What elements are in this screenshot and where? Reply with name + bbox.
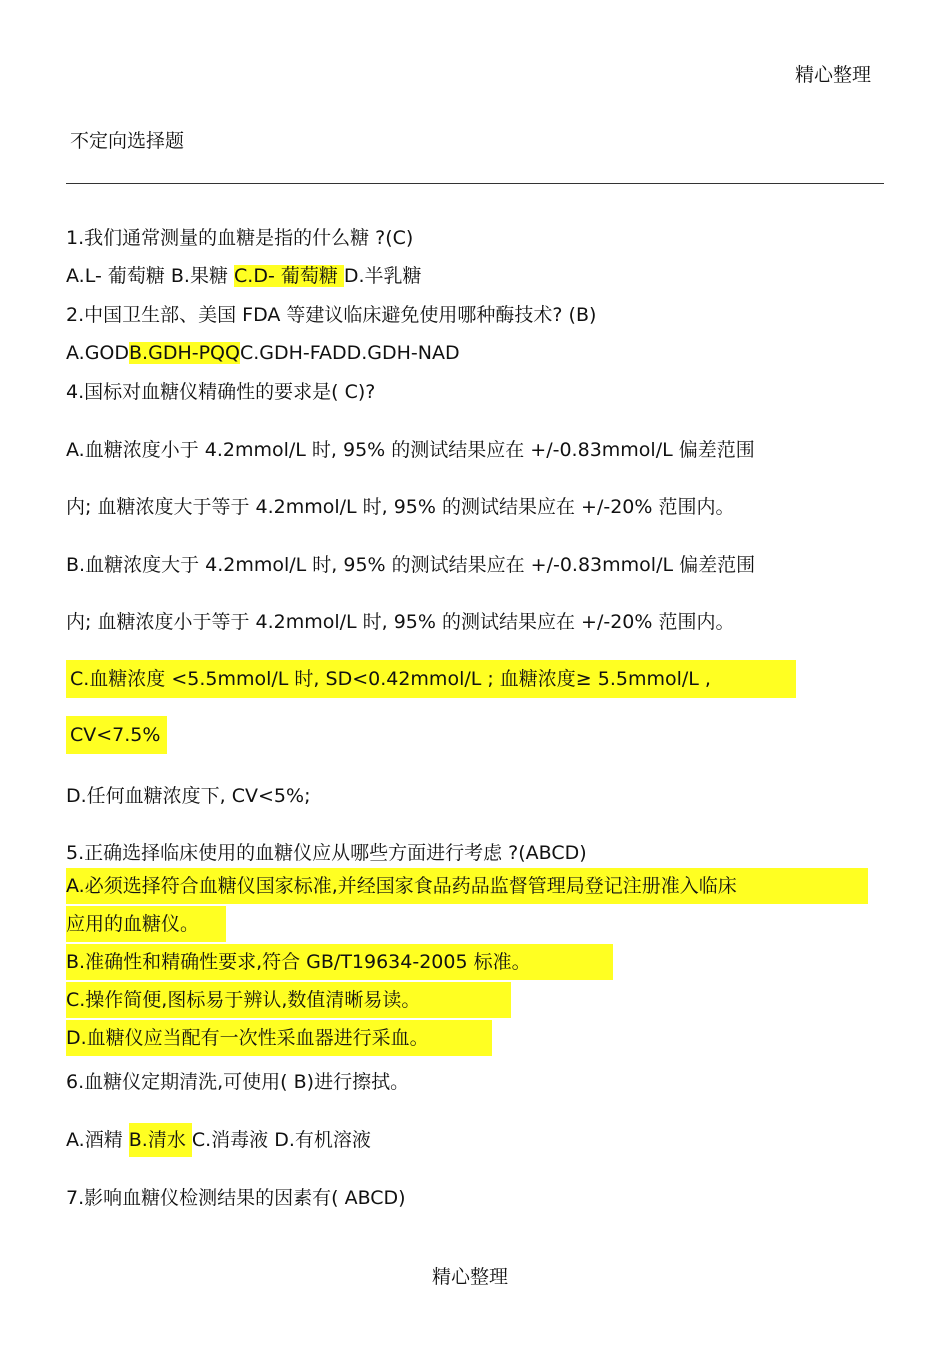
section-title: 不定向选择题 — [70, 130, 185, 152]
question-5: 5.正确选择临床使用的血糖仪应从哪些方面进行考虑 ?(ABCD) — [66, 842, 587, 864]
header-right: 精心整理 — [795, 64, 872, 86]
q4-option-b-line2: 内; 血糖浓度小于等于 4.2mmol/L 时, 95% 的测试结果应在 +/-20% 范围内。 — [66, 611, 735, 633]
q5-option-a-answer-line1: A.必须选择符合血糖仪国家标准,并经国家食品药品监督管理局登记注册准入临床 — [66, 868, 868, 904]
question-6: 6.血糖仪定期清洗,可使用( B)进行擦拭。 — [66, 1071, 410, 1093]
question-1-options — [66, 263, 422, 289]
option-a: A.L- 葡萄糖 — [66, 265, 171, 287]
question-6-options — [66, 1127, 371, 1153]
q4-option-a-line2: 内; 血糖浓度大于等于 4.2mmol/L 时, 95% 的测试结果应在 +/-20% 范围内。 — [66, 496, 735, 518]
q5-option-b-answer: B.准确性和精确性要求,符合 GB/T19634-2005 标准。 — [66, 944, 613, 980]
q4-option-d: D.任何血糖浓度下, CV<5%; — [66, 785, 311, 807]
option-a: A.酒精 — [66, 1129, 129, 1151]
q5-option-c-answer: C.操作简便,图标易于辨认,数值清晰易读。 — [66, 982, 511, 1018]
option-d: D.有机溶液 — [274, 1129, 371, 1151]
q4-option-b-line1: B.血糖浓度大于 4.2mmol/L 时, 95% 的测试结果应在 +/-0.83mmol/L 偏差范围 — [66, 554, 756, 576]
question-7: 7.影响血糖仪检测结果的因素有( ABCD) — [66, 1187, 406, 1209]
q4-option-c-answer-line1: C.血糖浓度 <5.5mmol/L 时, SD<0.42mmol/L ; 血糖浓度≥ 5.5mmol/L , — [66, 660, 796, 698]
question-4: 4.国标对血糖仪精确性的要求是( C)? — [66, 381, 376, 403]
question-2-options — [66, 340, 460, 366]
option-b-answer: B.GDH-PQQ — [129, 342, 240, 364]
option-cd: C.GDH-FADD.GDH-NAD — [239, 342, 460, 364]
option-c: C.消毒液 — [191, 1129, 275, 1151]
question-2: 2.中国卫生部、美国 FDA 等建议临床避免使用哪种酶技术? (B) — [66, 304, 597, 326]
q5-option-d-answer: D.血糖仪应当配有一次性采血器进行采血。 — [66, 1020, 492, 1056]
option-d: D.半乳糖 — [343, 265, 422, 287]
option-b: B.果糖 — [170, 265, 235, 287]
footer-center: 精心整理 — [432, 1266, 509, 1288]
q4-option-a-line1: A.血糖浓度小于 4.2mmol/L 时, 95% 的测试结果应在 +/-0.83mmol/L 偏差范围 — [66, 439, 755, 461]
option-b-answer: B.清水 — [129, 1123, 192, 1157]
question-1: 1.我们通常测量的血糖是指的什么糖 ?(C) — [66, 227, 414, 249]
option-a: A.GOD — [66, 342, 130, 364]
header-divider — [66, 183, 884, 184]
q4-option-c-answer-line2: CV<7.5% — [66, 716, 167, 754]
q5-option-a-answer-line2: 应用的血糖仪。 — [66, 906, 226, 942]
option-c-answer: C.D- 葡萄糖 — [234, 265, 344, 287]
